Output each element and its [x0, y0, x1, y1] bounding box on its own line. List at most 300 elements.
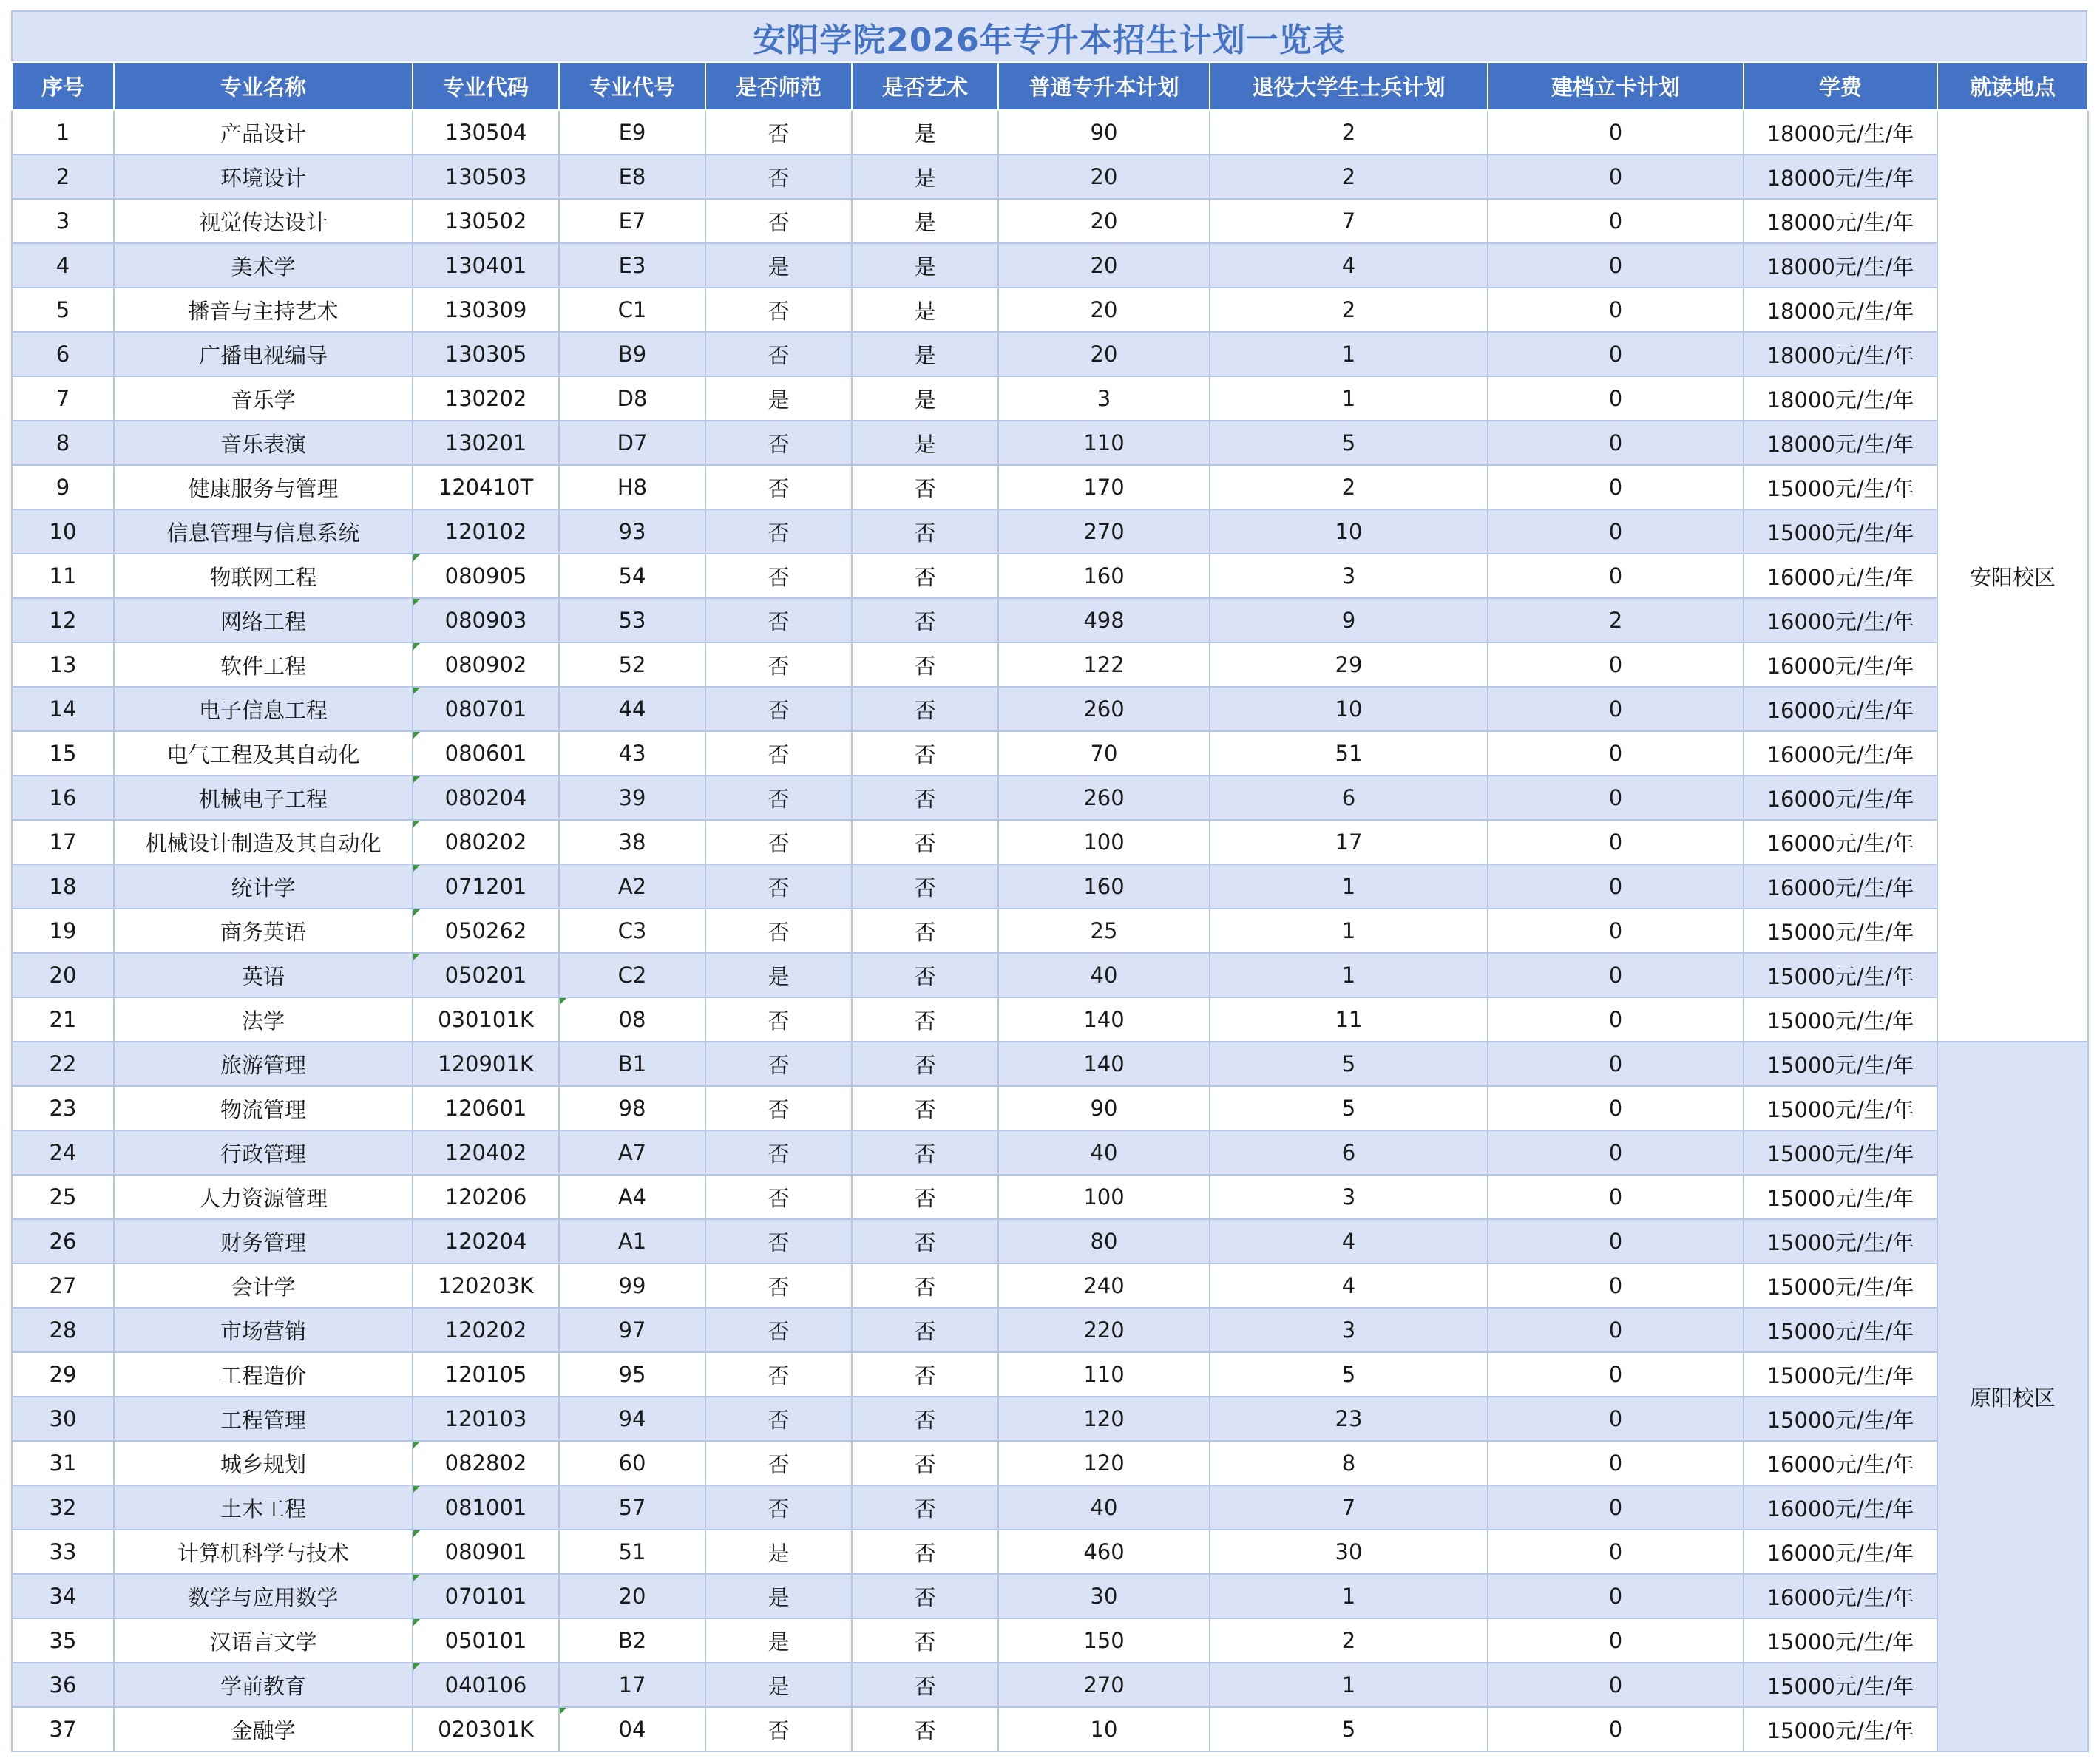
cell-tuition[interactable]: 15000元/生/年	[1744, 465, 1937, 509]
cell-major-code[interactable]: 130401	[413, 243, 559, 288]
cell-major-designator[interactable]: 43	[559, 731, 705, 776]
cell-regular-plan[interactable]: 20	[998, 288, 1210, 332]
cell-is-art[interactable]: 否	[852, 687, 998, 731]
cell-major-code[interactable]: 050201	[413, 953, 559, 997]
header-regular-plan[interactable]: 普通专升本计划	[998, 62, 1210, 110]
cell-is-normal[interactable]: 否	[705, 1086, 852, 1130]
cell-poverty-plan[interactable]: 0	[1488, 554, 1744, 598]
cell-veteran-plan[interactable]: 29	[1210, 642, 1488, 687]
cell-index[interactable]: 28	[12, 1308, 114, 1352]
cell-is-normal[interactable]: 否	[705, 864, 852, 909]
cell-is-normal[interactable]: 是	[705, 376, 852, 421]
cell-major-code[interactable]: 120105	[413, 1352, 559, 1397]
cell-index[interactable]: 32	[12, 1485, 114, 1530]
cell-major-name[interactable]: 环境设计	[114, 155, 413, 199]
cell-veteran-plan[interactable]: 8	[1210, 1441, 1488, 1485]
cell-regular-plan[interactable]: 270	[998, 509, 1210, 554]
cell-tuition[interactable]: 15000元/生/年	[1744, 1707, 1937, 1751]
cell-major-name[interactable]: 播音与主持艺术	[114, 288, 413, 332]
cell-major-name[interactable]: 英语	[114, 953, 413, 997]
cell-tuition[interactable]: 15000元/生/年	[1744, 1397, 1937, 1441]
cell-tuition[interactable]: 16000元/生/年	[1744, 1574, 1937, 1618]
cell-is-art[interactable]: 否	[852, 1397, 998, 1441]
cell-major-name[interactable]: 土木工程	[114, 1485, 413, 1530]
cell-major-code[interactable]: 130502	[413, 199, 559, 243]
cell-is-normal[interactable]: 否	[705, 642, 852, 687]
cell-major-code[interactable]: 080204	[413, 776, 559, 820]
cell-poverty-plan[interactable]: 0	[1488, 820, 1744, 864]
cell-major-code[interactable]: 080905	[413, 554, 559, 598]
cell-is-normal[interactable]: 是	[705, 243, 852, 288]
cell-major-name[interactable]: 产品设计	[114, 110, 413, 155]
cell-index[interactable]: 10	[12, 509, 114, 554]
cell-poverty-plan[interactable]: 0	[1488, 1263, 1744, 1308]
cell-major-code[interactable]: 130305	[413, 332, 559, 376]
cell-index[interactable]: 13	[12, 642, 114, 687]
cell-major-name[interactable]: 工程管理	[114, 1397, 413, 1441]
cell-major-code[interactable]: 120202	[413, 1308, 559, 1352]
cell-major-designator[interactable]: 97	[559, 1308, 705, 1352]
cell-major-code[interactable]: 120102	[413, 509, 559, 554]
cell-major-name[interactable]: 财务管理	[114, 1219, 413, 1263]
cell-is-normal[interactable]: 否	[705, 909, 852, 953]
cell-tuition[interactable]: 15000元/生/年	[1744, 953, 1937, 997]
cell-poverty-plan[interactable]: 0	[1488, 909, 1744, 953]
cell-is-art[interactable]: 否	[852, 1175, 998, 1219]
cell-veteran-plan[interactable]: 4	[1210, 1263, 1488, 1308]
cell-veteran-plan[interactable]: 2	[1210, 1618, 1488, 1663]
cell-tuition[interactable]: 18000元/生/年	[1744, 288, 1937, 332]
cell-regular-plan[interactable]: 40	[998, 1485, 1210, 1530]
cell-poverty-plan[interactable]: 0	[1488, 953, 1744, 997]
cell-index[interactable]: 30	[12, 1397, 114, 1441]
cell-major-code[interactable]: 080701	[413, 687, 559, 731]
cell-major-designator[interactable]: E9	[559, 110, 705, 155]
cell-poverty-plan[interactable]: 0	[1488, 1574, 1744, 1618]
cell-regular-plan[interactable]: 20	[998, 332, 1210, 376]
cell-poverty-plan[interactable]: 0	[1488, 1663, 1744, 1707]
cell-regular-plan[interactable]: 100	[998, 1175, 1210, 1219]
cell-is-art[interactable]: 否	[852, 1574, 998, 1618]
header-is-art[interactable]: 是否艺术	[852, 62, 998, 110]
cell-major-code[interactable]: 081001	[413, 1485, 559, 1530]
cell-tuition[interactable]: 18000元/生/年	[1744, 110, 1937, 155]
cell-is-normal[interactable]: 否	[705, 776, 852, 820]
cell-major-name[interactable]: 机械电子工程	[114, 776, 413, 820]
cell-tuition[interactable]: 18000元/生/年	[1744, 421, 1937, 465]
cell-major-designator[interactable]: B9	[559, 332, 705, 376]
cell-regular-plan[interactable]: 122	[998, 642, 1210, 687]
cell-regular-plan[interactable]: 10	[998, 1707, 1210, 1751]
cell-veteran-plan[interactable]: 4	[1210, 1219, 1488, 1263]
cell-veteran-plan[interactable]: 4	[1210, 243, 1488, 288]
cell-poverty-plan[interactable]: 0	[1488, 376, 1744, 421]
cell-is-normal[interactable]: 否	[705, 731, 852, 776]
cell-major-code[interactable]: 080601	[413, 731, 559, 776]
cell-regular-plan[interactable]: 20	[998, 243, 1210, 288]
cell-index[interactable]: 4	[12, 243, 114, 288]
cell-is-normal[interactable]: 否	[705, 1485, 852, 1530]
cell-major-designator[interactable]: E8	[559, 155, 705, 199]
cell-veteran-plan[interactable]: 5	[1210, 1042, 1488, 1086]
cell-tuition[interactable]: 18000元/生/年	[1744, 199, 1937, 243]
cell-tuition[interactable]: 18000元/生/年	[1744, 332, 1937, 376]
cell-major-designator[interactable]: 57	[559, 1485, 705, 1530]
cell-poverty-plan[interactable]: 0	[1488, 731, 1744, 776]
cell-is-art[interactable]: 否	[852, 1618, 998, 1663]
header-campus[interactable]: 就读地点	[1937, 62, 2088, 110]
cell-major-designator[interactable]: 99	[559, 1263, 705, 1308]
cell-is-art[interactable]: 否	[852, 776, 998, 820]
cell-is-art[interactable]: 否	[852, 1441, 998, 1485]
cell-is-art[interactable]: 否	[852, 909, 998, 953]
cell-is-art[interactable]: 否	[852, 465, 998, 509]
cell-major-name[interactable]: 网络工程	[114, 598, 413, 642]
cell-is-normal[interactable]: 否	[705, 465, 852, 509]
cell-index[interactable]: 5	[12, 288, 114, 332]
cell-veteran-plan[interactable]: 9	[1210, 598, 1488, 642]
cell-is-normal[interactable]: 否	[705, 820, 852, 864]
cell-poverty-plan[interactable]: 0	[1488, 1219, 1744, 1263]
cell-regular-plan[interactable]: 40	[998, 1130, 1210, 1175]
cell-major-code[interactable]: 080901	[413, 1530, 559, 1574]
cell-is-art[interactable]: 否	[852, 642, 998, 687]
cell-index[interactable]: 11	[12, 554, 114, 598]
cell-tuition[interactable]: 15000元/生/年	[1744, 997, 1937, 1042]
cell-is-normal[interactable]: 是	[705, 1663, 852, 1707]
cell-poverty-plan[interactable]: 0	[1488, 776, 1744, 820]
cell-index[interactable]: 19	[12, 909, 114, 953]
cell-index[interactable]: 36	[12, 1663, 114, 1707]
header-major-designator[interactable]: 专业代号	[559, 62, 705, 110]
cell-is-art[interactable]: 是	[852, 421, 998, 465]
cell-major-name[interactable]: 视觉传达设计	[114, 199, 413, 243]
cell-is-normal[interactable]: 否	[705, 1042, 852, 1086]
cell-tuition[interactable]: 15000元/生/年	[1744, 1130, 1937, 1175]
cell-veteran-plan[interactable]: 1	[1210, 1663, 1488, 1707]
cell-regular-plan[interactable]: 100	[998, 820, 1210, 864]
cell-poverty-plan[interactable]: 0	[1488, 1130, 1744, 1175]
cell-veteran-plan[interactable]: 11	[1210, 997, 1488, 1042]
cell-regular-plan[interactable]: 140	[998, 1042, 1210, 1086]
cell-tuition[interactable]: 15000元/生/年	[1744, 1175, 1937, 1219]
cell-major-name[interactable]: 会计学	[114, 1263, 413, 1308]
cell-index[interactable]: 9	[12, 465, 114, 509]
cell-poverty-plan[interactable]: 0	[1488, 864, 1744, 909]
cell-is-normal[interactable]: 否	[705, 1441, 852, 1485]
cell-is-normal[interactable]: 否	[705, 1352, 852, 1397]
cell-major-designator[interactable]: B2	[559, 1618, 705, 1663]
cell-veteran-plan[interactable]: 7	[1210, 1485, 1488, 1530]
cell-tuition[interactable]: 16000元/生/年	[1744, 820, 1937, 864]
cell-major-designator[interactable]: 51	[559, 1530, 705, 1574]
cell-major-designator[interactable]: C1	[559, 288, 705, 332]
cell-is-art[interactable]: 否	[852, 509, 998, 554]
cell-regular-plan[interactable]: 110	[998, 421, 1210, 465]
cell-tuition[interactable]: 15000元/生/年	[1744, 1663, 1937, 1707]
cell-veteran-plan[interactable]: 2	[1210, 155, 1488, 199]
cell-index[interactable]: 27	[12, 1263, 114, 1308]
cell-index[interactable]: 3	[12, 199, 114, 243]
cell-is-normal[interactable]: 否	[705, 110, 852, 155]
cell-major-name[interactable]: 电气工程及其自动化	[114, 731, 413, 776]
cell-veteran-plan[interactable]: 30	[1210, 1530, 1488, 1574]
cell-major-code[interactable]: 071201	[413, 864, 559, 909]
cell-regular-plan[interactable]: 70	[998, 731, 1210, 776]
cell-major-code[interactable]: 120901K	[413, 1042, 559, 1086]
header-is-normal[interactable]: 是否师范	[705, 62, 852, 110]
cell-veteran-plan[interactable]: 2	[1210, 465, 1488, 509]
cell-major-code[interactable]: 080902	[413, 642, 559, 687]
cell-major-designator[interactable]: 39	[559, 776, 705, 820]
cell-major-code[interactable]: 050262	[413, 909, 559, 953]
cell-is-normal[interactable]: 否	[705, 997, 852, 1042]
cell-poverty-plan[interactable]: 0	[1488, 1397, 1744, 1441]
cell-tuition[interactable]: 16000元/生/年	[1744, 864, 1937, 909]
cell-tuition[interactable]: 15000元/生/年	[1744, 1618, 1937, 1663]
cell-major-designator[interactable]: 93	[559, 509, 705, 554]
cell-is-art[interactable]: 否	[852, 1663, 998, 1707]
cell-regular-plan[interactable]: 150	[998, 1618, 1210, 1663]
cell-tuition[interactable]: 15000元/生/年	[1744, 1352, 1937, 1397]
cell-index[interactable]: 7	[12, 376, 114, 421]
cell-poverty-plan[interactable]: 0	[1488, 1441, 1744, 1485]
cell-veteran-plan[interactable]: 1	[1210, 376, 1488, 421]
cell-poverty-plan[interactable]: 0	[1488, 687, 1744, 731]
cell-tuition[interactable]: 16000元/生/年	[1744, 1530, 1937, 1574]
cell-tuition[interactable]: 16000元/生/年	[1744, 598, 1937, 642]
cell-index[interactable]: 25	[12, 1175, 114, 1219]
cell-regular-plan[interactable]: 3	[998, 376, 1210, 421]
cell-tuition[interactable]: 16000元/生/年	[1744, 1441, 1937, 1485]
cell-major-designator[interactable]: C3	[559, 909, 705, 953]
cell-is-normal[interactable]: 否	[705, 687, 852, 731]
cell-major-designator[interactable]: 98	[559, 1086, 705, 1130]
cell-major-name[interactable]: 商务英语	[114, 909, 413, 953]
cell-is-art[interactable]: 否	[852, 1530, 998, 1574]
cell-major-name[interactable]: 信息管理与信息系统	[114, 509, 413, 554]
cell-major-name[interactable]: 软件工程	[114, 642, 413, 687]
cell-is-normal[interactable]: 否	[705, 199, 852, 243]
cell-is-art[interactable]: 否	[852, 820, 998, 864]
cell-major-name[interactable]: 电子信息工程	[114, 687, 413, 731]
cell-is-art[interactable]: 否	[852, 1042, 998, 1086]
cell-major-name[interactable]: 法学	[114, 997, 413, 1042]
cell-veteran-plan[interactable]: 1	[1210, 1574, 1488, 1618]
cell-regular-plan[interactable]: 498	[998, 598, 1210, 642]
cell-is-art[interactable]: 否	[852, 1219, 998, 1263]
cell-tuition[interactable]: 16000元/生/年	[1744, 776, 1937, 820]
cell-is-normal[interactable]: 否	[705, 1219, 852, 1263]
cell-major-designator[interactable]: 52	[559, 642, 705, 687]
cell-index[interactable]: 21	[12, 997, 114, 1042]
cell-is-normal[interactable]: 否	[705, 1175, 852, 1219]
cell-is-normal[interactable]: 否	[705, 1707, 852, 1751]
cell-regular-plan[interactable]: 20	[998, 199, 1210, 243]
cell-major-code[interactable]: 020301K	[413, 1707, 559, 1751]
cell-regular-plan[interactable]: 30	[998, 1574, 1210, 1618]
cell-is-art[interactable]: 否	[852, 864, 998, 909]
cell-index[interactable]: 33	[12, 1530, 114, 1574]
cell-major-designator[interactable]: 08	[559, 997, 705, 1042]
cell-major-code[interactable]: 070101	[413, 1574, 559, 1618]
cell-is-normal[interactable]: 否	[705, 1308, 852, 1352]
cell-major-code[interactable]: 030101K	[413, 997, 559, 1042]
cell-regular-plan[interactable]: 220	[998, 1308, 1210, 1352]
cell-index[interactable]: 20	[12, 953, 114, 997]
cell-is-art[interactable]: 是	[852, 110, 998, 155]
cell-major-designator[interactable]: 44	[559, 687, 705, 731]
cell-poverty-plan[interactable]: 0	[1488, 642, 1744, 687]
cell-is-art[interactable]: 否	[852, 953, 998, 997]
cell-major-designator[interactable]: 38	[559, 820, 705, 864]
cell-tuition[interactable]: 15000元/生/年	[1744, 1086, 1937, 1130]
header-tuition[interactable]: 学费	[1744, 62, 1937, 110]
cell-major-code[interactable]: 080903	[413, 598, 559, 642]
cell-poverty-plan[interactable]: 0	[1488, 199, 1744, 243]
cell-major-code[interactable]: 130503	[413, 155, 559, 199]
cell-major-designator[interactable]: 53	[559, 598, 705, 642]
cell-is-normal[interactable]: 否	[705, 509, 852, 554]
cell-regular-plan[interactable]: 20	[998, 155, 1210, 199]
cell-major-designator[interactable]: B1	[559, 1042, 705, 1086]
cell-tuition[interactable]: 16000元/生/年	[1744, 731, 1937, 776]
cell-is-normal[interactable]: 否	[705, 554, 852, 598]
cell-tuition[interactable]: 15000元/生/年	[1744, 1263, 1937, 1308]
cell-is-art[interactable]: 否	[852, 1263, 998, 1308]
cell-is-art[interactable]: 是	[852, 332, 998, 376]
cell-tuition[interactable]: 16000元/生/年	[1744, 554, 1937, 598]
cell-major-name[interactable]: 行政管理	[114, 1130, 413, 1175]
cell-major-name[interactable]: 人力资源管理	[114, 1175, 413, 1219]
cell-is-normal[interactable]: 是	[705, 953, 852, 997]
cell-major-code[interactable]: 130504	[413, 110, 559, 155]
cell-is-normal[interactable]: 否	[705, 332, 852, 376]
cell-veteran-plan[interactable]: 23	[1210, 1397, 1488, 1441]
cell-index[interactable]: 2	[12, 155, 114, 199]
cell-regular-plan[interactable]: 140	[998, 997, 1210, 1042]
cell-tuition[interactable]: 18000元/生/年	[1744, 155, 1937, 199]
cell-major-code[interactable]: 120601	[413, 1086, 559, 1130]
cell-major-designator[interactable]: 54	[559, 554, 705, 598]
cell-major-designator[interactable]: 17	[559, 1663, 705, 1707]
cell-is-art[interactable]: 是	[852, 155, 998, 199]
cell-veteran-plan[interactable]: 1	[1210, 864, 1488, 909]
cell-poverty-plan[interactable]: 0	[1488, 1352, 1744, 1397]
cell-veteran-plan[interactable]: 2	[1210, 288, 1488, 332]
cell-index[interactable]: 23	[12, 1086, 114, 1130]
cell-is-normal[interactable]: 否	[705, 1130, 852, 1175]
cell-regular-plan[interactable]: 460	[998, 1530, 1210, 1574]
cell-veteran-plan[interactable]: 1	[1210, 953, 1488, 997]
cell-regular-plan[interactable]: 160	[998, 864, 1210, 909]
cell-index[interactable]: 14	[12, 687, 114, 731]
cell-is-art[interactable]: 否	[852, 1308, 998, 1352]
cell-tuition[interactable]: 16000元/生/年	[1744, 687, 1937, 731]
cell-major-code[interactable]: 120103	[413, 1397, 559, 1441]
cell-major-name[interactable]: 数学与应用数学	[114, 1574, 413, 1618]
cell-poverty-plan[interactable]: 0	[1488, 1707, 1744, 1751]
cell-regular-plan[interactable]: 80	[998, 1219, 1210, 1263]
cell-regular-plan[interactable]: 240	[998, 1263, 1210, 1308]
cell-poverty-plan[interactable]: 0	[1488, 243, 1744, 288]
cell-poverty-plan[interactable]: 0	[1488, 110, 1744, 155]
cell-major-code[interactable]: 120204	[413, 1219, 559, 1263]
cell-major-designator[interactable]: 95	[559, 1352, 705, 1397]
header-poverty-plan[interactable]: 建档立卡计划	[1488, 62, 1744, 110]
cell-index[interactable]: 22	[12, 1042, 114, 1086]
cell-is-normal[interactable]: 是	[705, 1530, 852, 1574]
cell-index[interactable]: 6	[12, 332, 114, 376]
cell-poverty-plan[interactable]: 2	[1488, 598, 1744, 642]
cell-major-name[interactable]: 广播电视编导	[114, 332, 413, 376]
cell-veteran-plan[interactable]: 3	[1210, 1175, 1488, 1219]
cell-veteran-plan[interactable]: 5	[1210, 1707, 1488, 1751]
cell-major-designator[interactable]: 94	[559, 1397, 705, 1441]
cell-veteran-plan[interactable]: 1	[1210, 909, 1488, 953]
cell-major-designator[interactable]: D7	[559, 421, 705, 465]
cell-index[interactable]: 29	[12, 1352, 114, 1397]
cell-major-code[interactable]: 120203K	[413, 1263, 559, 1308]
cell-index[interactable]: 1	[12, 110, 114, 155]
cell-veteran-plan[interactable]: 10	[1210, 509, 1488, 554]
cell-major-name[interactable]: 统计学	[114, 864, 413, 909]
cell-is-art[interactable]: 是	[852, 376, 998, 421]
cell-major-name[interactable]: 市场营销	[114, 1308, 413, 1352]
cell-poverty-plan[interactable]: 0	[1488, 1308, 1744, 1352]
cell-major-name[interactable]: 金融学	[114, 1707, 413, 1751]
cell-major-name[interactable]: 学前教育	[114, 1663, 413, 1707]
cell-tuition[interactable]: 15000元/生/年	[1744, 509, 1937, 554]
cell-is-normal[interactable]: 是	[705, 1574, 852, 1618]
cell-major-designator[interactable]: E3	[559, 243, 705, 288]
cell-major-name[interactable]: 音乐表演	[114, 421, 413, 465]
cell-index[interactable]: 31	[12, 1441, 114, 1485]
cell-is-normal[interactable]: 否	[705, 598, 852, 642]
cell-poverty-plan[interactable]: 0	[1488, 1086, 1744, 1130]
cell-regular-plan[interactable]: 260	[998, 776, 1210, 820]
cell-major-designator[interactable]: A4	[559, 1175, 705, 1219]
header-major-code[interactable]: 专业代码	[413, 62, 559, 110]
cell-regular-plan[interactable]: 270	[998, 1663, 1210, 1707]
campus-cell[interactable]: 原阳校区	[1937, 1042, 2088, 1751]
cell-regular-plan[interactable]: 25	[998, 909, 1210, 953]
cell-is-art[interactable]: 是	[852, 243, 998, 288]
cell-major-designator[interactable]: A7	[559, 1130, 705, 1175]
cell-is-normal[interactable]: 否	[705, 1397, 852, 1441]
cell-tuition[interactable]: 18000元/生/年	[1744, 376, 1937, 421]
cell-index[interactable]: 12	[12, 598, 114, 642]
cell-tuition[interactable]: 15000元/生/年	[1744, 1308, 1937, 1352]
cell-tuition[interactable]: 15000元/生/年	[1744, 909, 1937, 953]
cell-poverty-plan[interactable]: 0	[1488, 421, 1744, 465]
cell-index[interactable]: 35	[12, 1618, 114, 1663]
cell-index[interactable]: 37	[12, 1707, 114, 1751]
cell-poverty-plan[interactable]: 0	[1488, 1485, 1744, 1530]
cell-veteran-plan[interactable]: 5	[1210, 421, 1488, 465]
cell-is-art[interactable]: 否	[852, 997, 998, 1042]
cell-major-code[interactable]: 080202	[413, 820, 559, 864]
cell-poverty-plan[interactable]: 0	[1488, 1530, 1744, 1574]
cell-major-name[interactable]: 物流管理	[114, 1086, 413, 1130]
cell-poverty-plan[interactable]: 0	[1488, 997, 1744, 1042]
cell-major-code[interactable]: 130201	[413, 421, 559, 465]
cell-veteran-plan[interactable]: 5	[1210, 1352, 1488, 1397]
cell-regular-plan[interactable]: 40	[998, 953, 1210, 997]
cell-is-normal[interactable]: 是	[705, 1618, 852, 1663]
cell-is-normal[interactable]: 否	[705, 1263, 852, 1308]
header-index[interactable]: 序号	[12, 62, 114, 110]
